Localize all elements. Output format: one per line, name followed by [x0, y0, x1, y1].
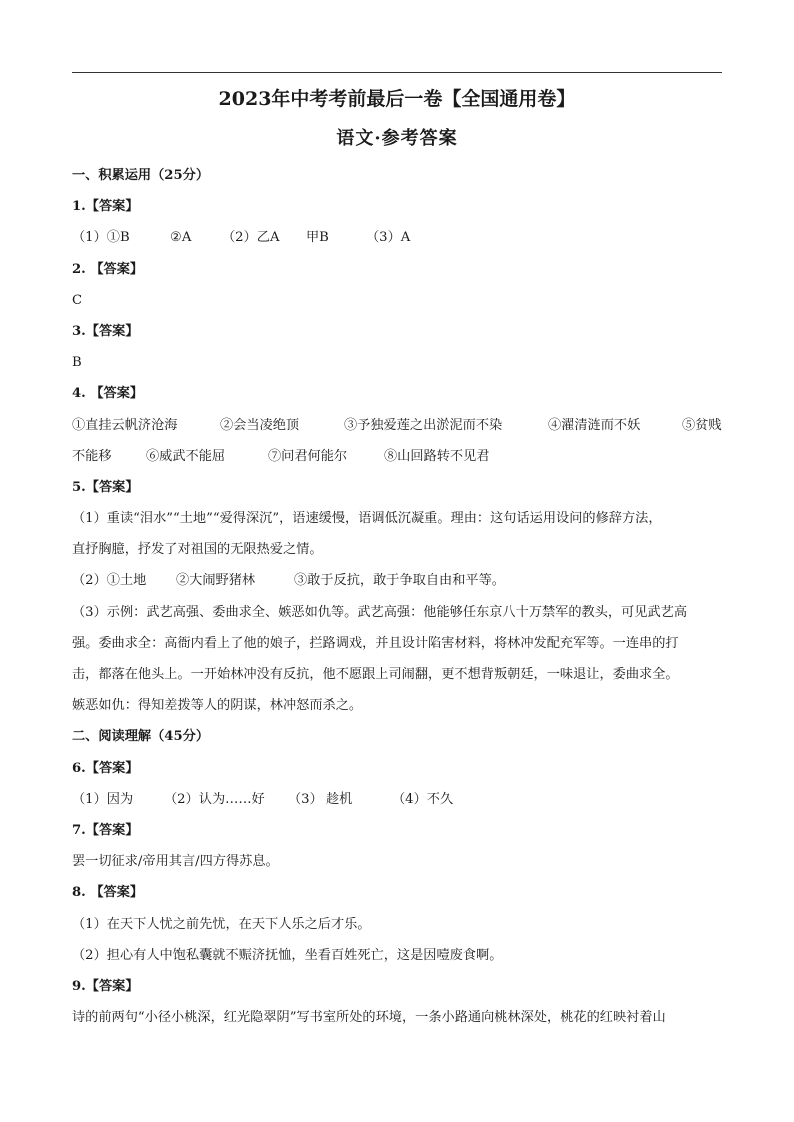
- answer-6-part-2: （2）认为……好: [164, 791, 265, 807]
- answer-label-1: 1.【答案】: [72, 199, 139, 215]
- answer-6-part-3: （3）: [288, 791, 323, 807]
- answer-label-3: 3.【答案】: [72, 323, 139, 339]
- answer-content: [72, 160, 724, 1033]
- answer-4-item-6: ⑥威武不能屈: [146, 448, 226, 464]
- section-heading-1: 一、积累运用（25分）: [72, 168, 210, 183]
- answer-4-item-4: ④濯清涟而不妖: [548, 417, 641, 433]
- answer-8-line-2: （2）担心有人中饱私囊就不赈济抚恤，坐看百姓死亡，这是因噎废食啊。: [72, 947, 503, 963]
- answer-9-line-1: 诗的前两句“小径小桃深，红光隐翠阴”写书室所处的环境，一条小路通向桃林深处，桃花的红映衬着山: [72, 1010, 666, 1026]
- answer-4-item-2: ②会当凌绝顶: [220, 417, 300, 433]
- answer-4-item-1: ①直挂云帆济沧海: [72, 417, 178, 433]
- answer-1-part-5: （3）A: [366, 230, 411, 246]
- answer-5-line-3: [72, 565, 724, 596]
- answer-3: B: [72, 355, 82, 371]
- answer-4-item-5: ⑤贫贱: [682, 417, 722, 433]
- page-title: 2023年中考考前最后一卷【全国通用卷】: [218, 88, 576, 110]
- answer-4-line-1: [72, 410, 724, 441]
- answer-5-line-2: 直抒胸臆，抒发了对祖国的无限热爱之情。: [72, 542, 323, 558]
- answer-8-line-1: （1）在天下人忧之前先忧，在天下人乐之后才乐。: [72, 916, 371, 932]
- answer-4-line-2: [72, 441, 724, 472]
- answer-7: 罢一切征求/帝用其言/四方得苏息。: [72, 854, 279, 870]
- answer-5-line-6: 击，都落在他头上。一开始林冲没有反抗，他不愿跟上司闹翻，更不想背叛朝廷，一味退让，委曲求全。: [72, 667, 679, 682]
- answer-5-part-1: （2）①土地: [72, 573, 147, 589]
- answer-5-line-7: 嫉恶如仇：得知差拨等人的阴谋，林冲怒而杀之。: [72, 698, 363, 714]
- header-rule: [72, 72, 722, 73]
- page-subtitle: 语文·参考答案: [336, 128, 458, 149]
- section-heading-2: 二、阅读理解（45分）: [72, 729, 210, 745]
- answer-label-5: 5.【答案】: [72, 479, 139, 495]
- answer-4-item-7: ⑦问君何能尔: [268, 448, 348, 464]
- answer-1-part-3: （2）乙A: [222, 230, 280, 246]
- answer-6-part-5: （4）不久: [392, 791, 454, 807]
- answer-5-line-1: （1）重读“泪水”“土地”“爱得深沉”，语速缓慢，语调低沉凝重。理由：这句话运用设问的修辞方法，: [72, 511, 662, 527]
- answer-4-item-5-cont: 不能移: [72, 448, 112, 464]
- answer-1-part-1: （1）①B: [72, 230, 130, 246]
- answer-label-4: 4. 【答案】: [72, 386, 144, 402]
- answer-5-line-4: （3）示例：武艺高强、委曲求全、嫉恶如仇等。武艺高强：他能够任东京八十万禁军的教头，可见武艺高: [72, 604, 688, 620]
- answer-6-part-4: 趁机: [326, 791, 353, 807]
- answer-label-9: 9.【答案】: [72, 978, 139, 994]
- answer-4-item-8: ⑧山回路转不见君: [384, 448, 490, 464]
- answer-4-item-3: ③予独爱莲之出淤泥而不染: [344, 417, 503, 433]
- answer-1-part-4: 甲B: [306, 230, 329, 246]
- answer-label-6: 6.【答案】: [72, 760, 139, 776]
- answer-2: C: [72, 292, 83, 308]
- answer-6-part-1: （1）因为: [72, 791, 134, 807]
- answer-5-part-2: ②大闹野猪林: [176, 573, 256, 589]
- answer-6: [72, 784, 724, 815]
- answer-label-7: 7.【答案】: [72, 822, 139, 838]
- answer-label-8: 8. 【答案】: [72, 885, 144, 901]
- answer-label-2: 2. 【答案】: [72, 261, 144, 277]
- answer-5-part-3: ③敢于反抗，敢于争取自由和平等。: [294, 573, 505, 589]
- answer-5-line-5: 强。委曲求全：高衙内看上了他的娘子，拦路调戏，并且设计陷害材料，将林冲发配充军等。一连串的打: [72, 635, 679, 651]
- answer-1: [72, 222, 724, 253]
- answer-1-part-2: ②A: [170, 230, 192, 246]
